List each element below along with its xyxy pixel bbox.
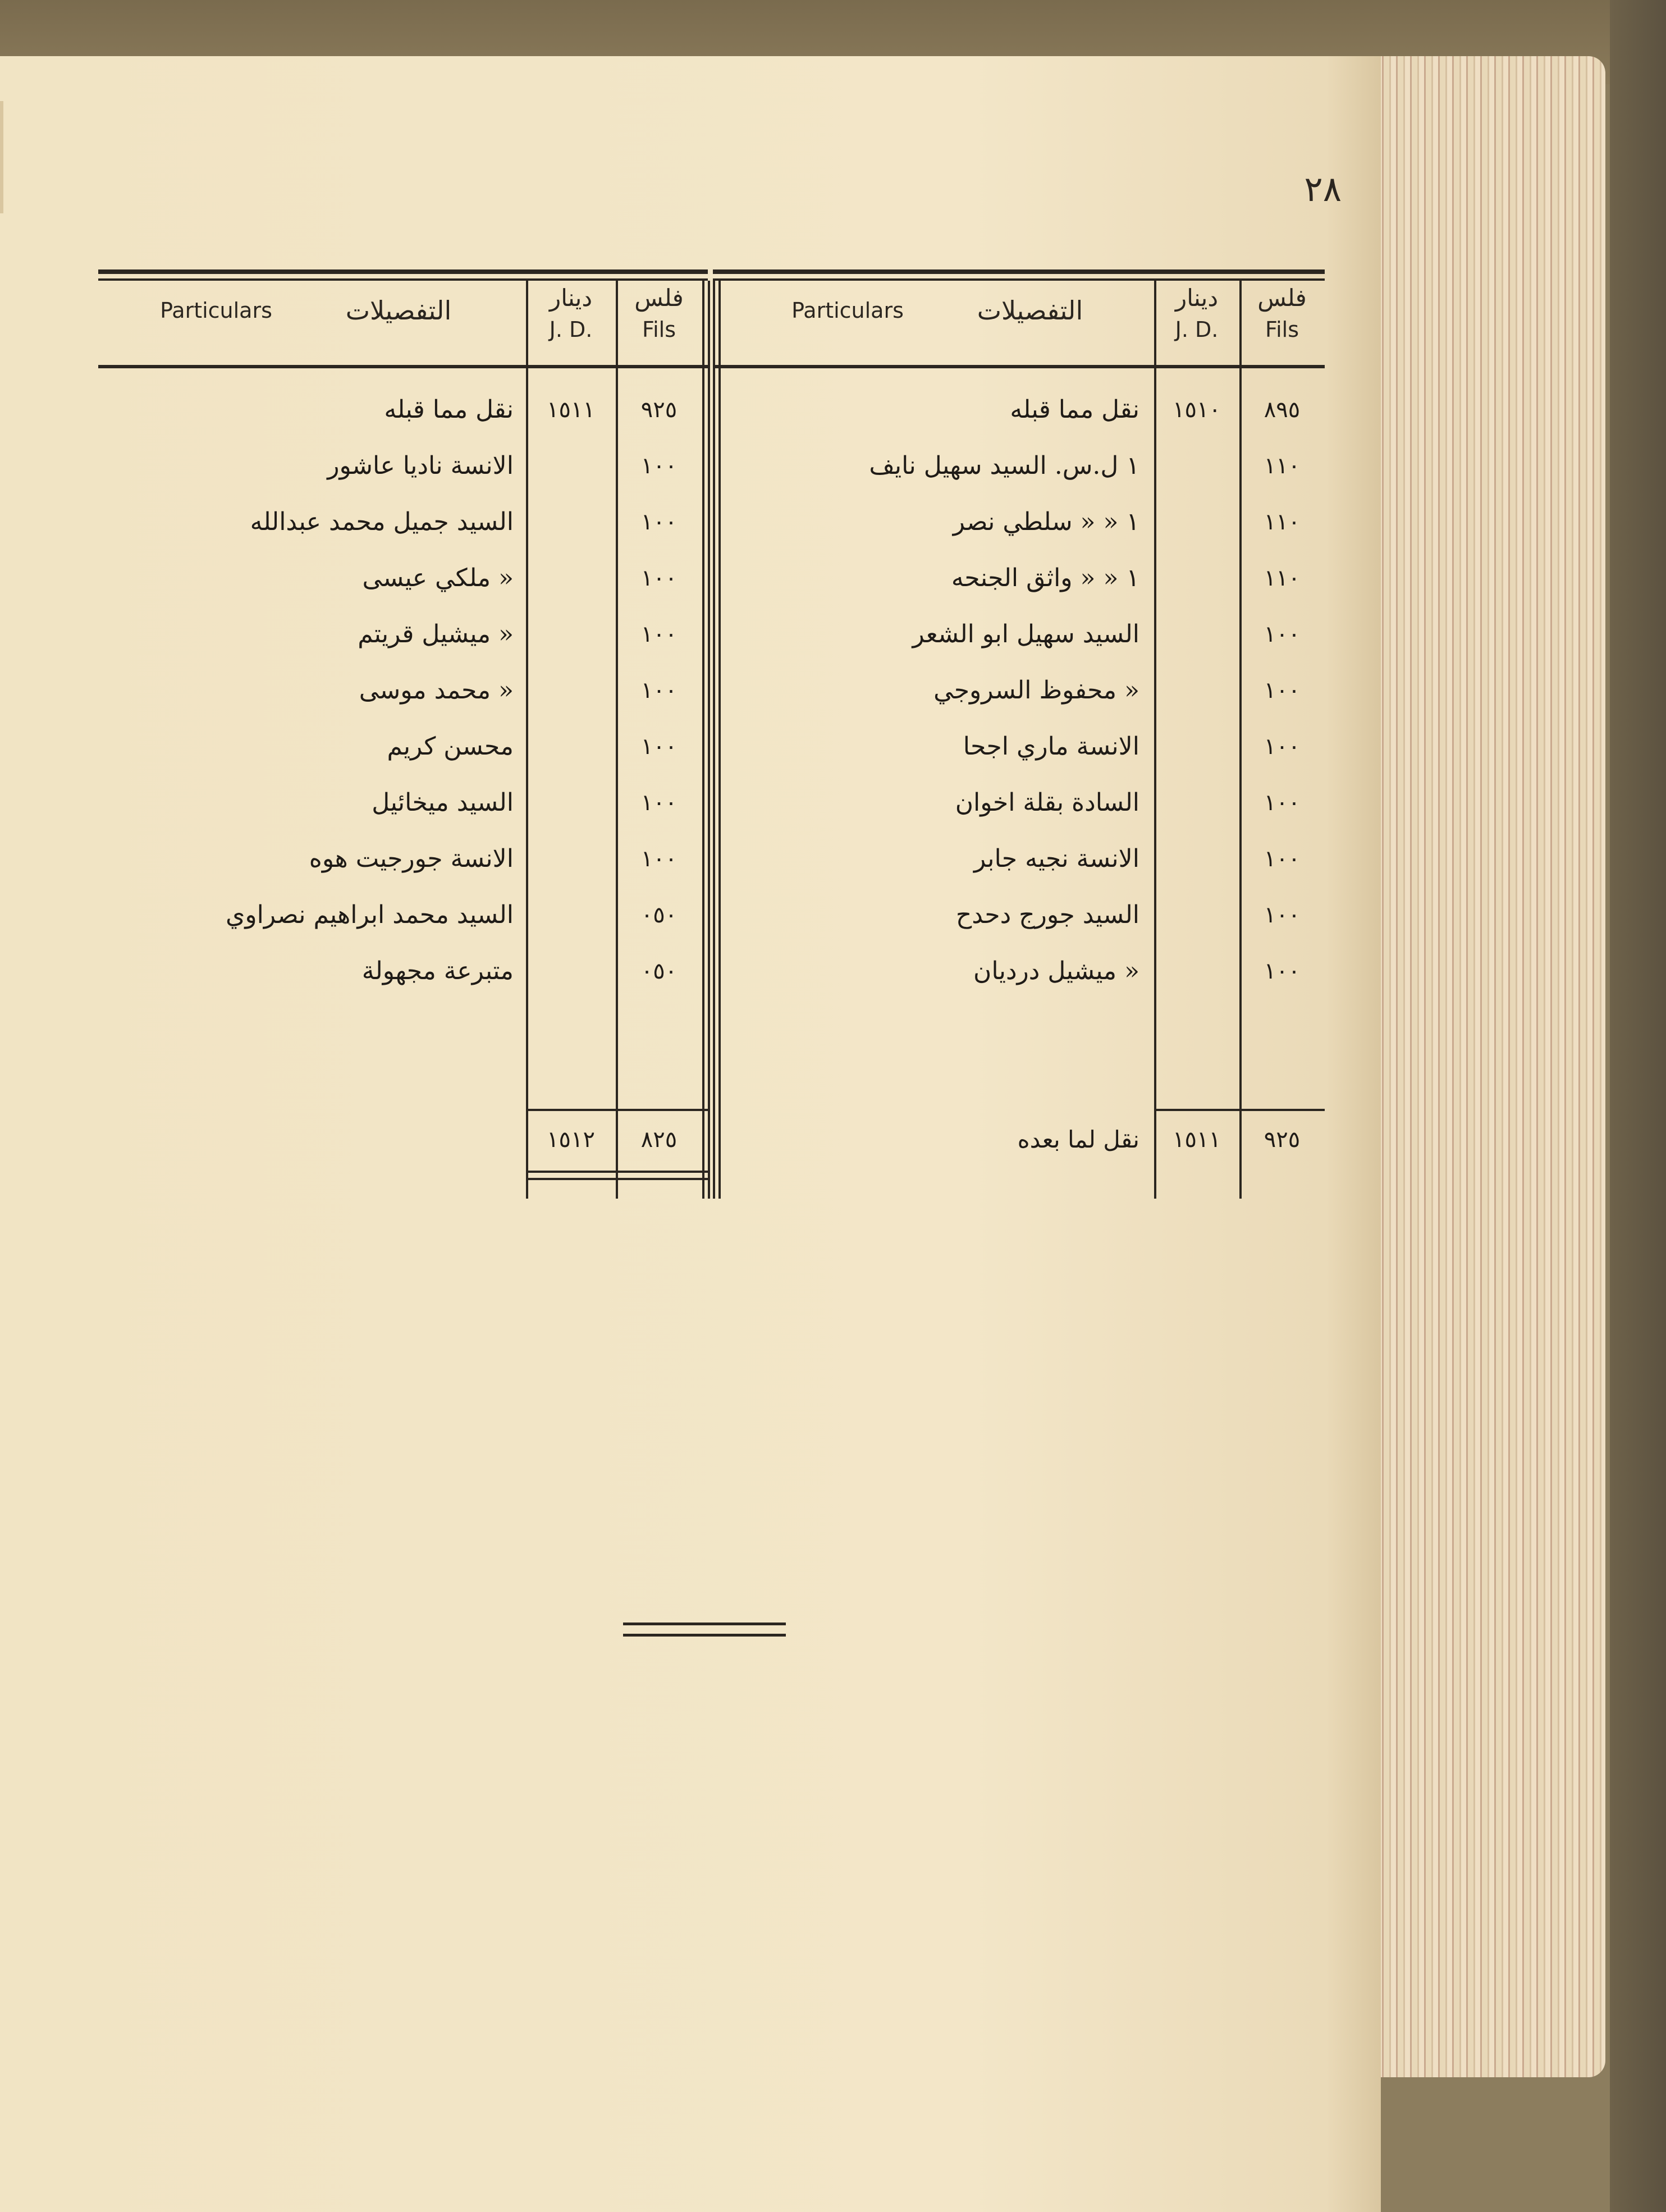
- header-dinar-en: J. D.: [1175, 317, 1219, 342]
- outer-left-line: [713, 281, 715, 1199]
- row-fils: ١٠٠: [640, 678, 678, 703]
- row-name: الانسة ناديا عاشور: [327, 451, 514, 480]
- row-fils: ٠٥٠: [640, 958, 678, 984]
- row-name: متبرعة مجهولة: [361, 957, 514, 985]
- row-fils: ١٠٠: [1264, 958, 1301, 984]
- page-number: ٢٨: [1304, 168, 1342, 209]
- page-margin-mark: [0, 101, 3, 213]
- total-label: نقل لما بعده: [1017, 1126, 1139, 1153]
- row-fils: ٨٩٥: [1264, 397, 1301, 423]
- header-rule: [713, 365, 1325, 368]
- row-fils: ١٠٠: [1264, 734, 1301, 760]
- row-fils: ١٠٠: [1264, 902, 1301, 928]
- row-fils: ١٠٠: [1264, 846, 1301, 872]
- row-name: « ميشيل قريتم: [358, 620, 514, 648]
- row-name: « محفوظ السروجي: [933, 676, 1139, 705]
- row-name: الانسة نجيه جابر: [973, 844, 1139, 873]
- row-name: « ملكي عيسى: [362, 564, 514, 592]
- row-name: ١ « « سلطي نصر: [953, 508, 1139, 536]
- row-fils: ١٠٠: [640, 734, 678, 760]
- fils-right-line-2: [708, 281, 710, 1199]
- row-name: نقل مما قبله: [384, 395, 514, 424]
- header-fils-ar: فلس: [1257, 284, 1307, 312]
- total-rule: [526, 1109, 708, 1111]
- row-name: نقل مما قبله: [1010, 395, 1139, 424]
- top-rule: [98, 269, 708, 274]
- closing-rule-1: [623, 1623, 786, 1625]
- row-fils: ١٠٠: [640, 621, 678, 647]
- fils-right-line: [702, 281, 704, 1199]
- header-particulars-en: Particulars: [791, 298, 904, 323]
- row-fils: ١١٠: [1264, 509, 1301, 535]
- total-fils: ٨٢٥: [640, 1127, 678, 1153]
- row-name: ١ « « واثق الجنحه: [951, 564, 1139, 592]
- row-fils: ١٠٠: [1264, 790, 1301, 816]
- header-fils-en: Fils: [642, 317, 676, 342]
- row-dinar: ١٥١٠: [1173, 397, 1221, 423]
- row-fils: ١٠٠: [640, 453, 678, 479]
- row-name: السيد محمد ابراهيم نصراوي: [225, 901, 514, 929]
- row-name: السادة بقلة اخوان: [955, 788, 1139, 817]
- header-particulars-en: Particulars: [160, 298, 272, 323]
- top-rule-thin: [713, 278, 1325, 281]
- row-name: الانسة جورجيت هوه: [309, 844, 514, 873]
- row-name: السيد جميل محمد عبدالله: [250, 508, 514, 536]
- outer-left-line-2: [718, 281, 721, 1199]
- header-particulars-ar: التفصيلات: [345, 295, 452, 326]
- ledger-right: [713, 269, 1325, 1196]
- header-dinar-ar: دينار: [1175, 284, 1219, 312]
- row-name: ١ ل.س. السيد سهيل نايف: [869, 451, 1139, 480]
- header-fils-ar: فلس: [634, 284, 684, 312]
- total-double-rule-2: [526, 1178, 708, 1180]
- row-name: الانسة ماري اجحا: [963, 732, 1139, 761]
- row-fils: ١٠٠: [640, 790, 678, 816]
- row-fils: ١٠٠: [1264, 621, 1301, 647]
- header-dinar-ar: دينار: [549, 284, 593, 312]
- row-fils: ١٠٠: [640, 509, 678, 535]
- book-cover-right: [1610, 0, 1666, 2212]
- row-name: « محمد موسى: [359, 676, 514, 705]
- total-dinar: ١٥١٢: [547, 1127, 595, 1153]
- row-dinar: ١٥١١: [547, 397, 595, 423]
- total-rule: [1154, 1109, 1325, 1111]
- row-fils: ١٠٠: [640, 846, 678, 872]
- top-rule: [713, 269, 1325, 274]
- row-fils: ١٠٠: [640, 565, 678, 591]
- row-fils: ١١٠: [1264, 565, 1301, 591]
- row-fils: ٩٢٥: [640, 397, 678, 423]
- page-edges: [1370, 56, 1605, 2077]
- row-name: السيد جورج دحدح: [955, 901, 1139, 929]
- header-dinar-en: J. D.: [549, 317, 593, 342]
- closing-rule-2: [623, 1634, 786, 1637]
- row-name: السيد ميخائيل: [372, 788, 514, 817]
- total-fils: ٩٢٥: [1264, 1127, 1301, 1153]
- ledger-left: [98, 269, 708, 1196]
- total-dinar: ١٥١١: [1173, 1127, 1221, 1153]
- row-fils: ١١٠: [1264, 453, 1301, 479]
- header-fils-en: Fils: [1265, 317, 1299, 342]
- row-name: « ميشيل درديان: [973, 957, 1139, 985]
- total-double-rule-1: [526, 1171, 708, 1173]
- row-fils: ١٠٠: [1264, 678, 1301, 703]
- row-name: السيد سهيل ابو الشعر: [912, 620, 1139, 648]
- row-name: محسن كريم: [387, 732, 514, 761]
- row-fils: ٠٥٠: [640, 902, 678, 928]
- header-particulars-ar: التفصيلات: [977, 295, 1083, 326]
